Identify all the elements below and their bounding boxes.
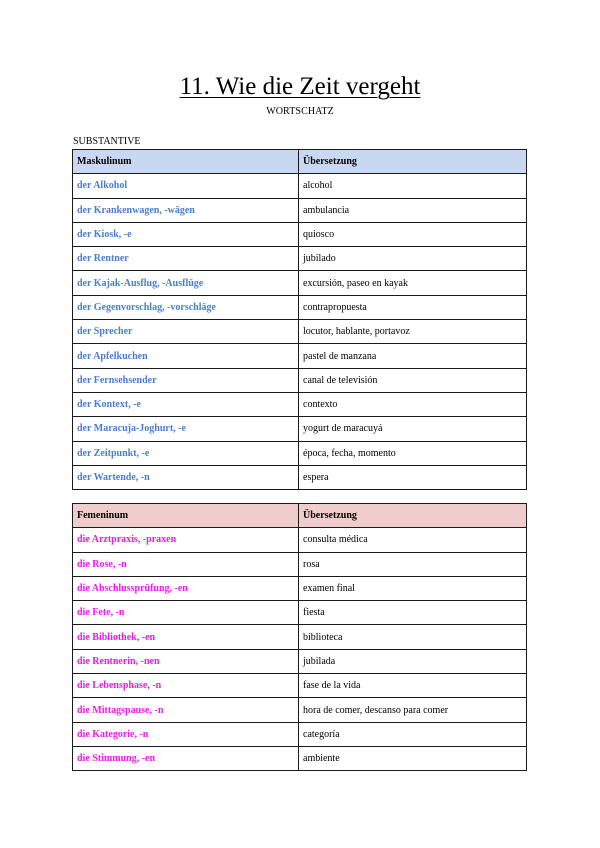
- table-row: [73, 368, 527, 392]
- table-row: [73, 552, 527, 576]
- german-noun: die Mittagspause, -n: [73, 698, 299, 722]
- table-row: [73, 698, 527, 722]
- spanish-translation: contexto: [299, 392, 527, 416]
- spanish-translation: época, fecha, momento: [299, 441, 527, 465]
- spanish-translation: locutor, hablante, portavoz: [299, 320, 527, 344]
- spanish-translation: espera: [299, 465, 527, 489]
- spanish-translation: contrapropuesta: [299, 295, 527, 319]
- german-noun: die Abschlussprüfung, -en: [73, 576, 299, 600]
- spanish-translation: examen final: [299, 576, 527, 600]
- column-header-german: Maskulinum: [73, 150, 299, 174]
- spanish-translation: excursión, paseo en kayak: [299, 271, 527, 295]
- german-noun: der Fernsehsender: [73, 368, 299, 392]
- spanish-translation: jubilado: [299, 247, 527, 271]
- column-header-translation: Übersetzung: [299, 150, 527, 174]
- table-row: [73, 295, 527, 319]
- spanish-translation: canal de televisión: [299, 368, 527, 392]
- spanish-translation: yogurt de maracuyá: [299, 417, 527, 441]
- german-noun: die Kategorie, -n: [73, 722, 299, 746]
- german-noun: der Apfelkuchen: [73, 344, 299, 368]
- table-row: [73, 320, 527, 344]
- german-noun: die Arztpraxis, -praxen: [73, 528, 299, 552]
- german-noun: der Alkohol: [73, 174, 299, 198]
- page-subtitle: WORTSCHATZ: [266, 106, 334, 117]
- masculine-table: [72, 149, 527, 490]
- column-header-german: Femeninum: [73, 504, 299, 528]
- german-noun: der Rentner: [73, 247, 299, 271]
- table-header-row: [73, 504, 527, 528]
- table-row: [73, 174, 527, 198]
- spanish-translation: ambulancia: [299, 198, 527, 222]
- table-row: [73, 722, 527, 746]
- german-noun: die Lebensphase, -n: [73, 674, 299, 698]
- spanish-translation: biblioteca: [299, 625, 527, 649]
- table-row: [73, 198, 527, 222]
- table-row: [73, 625, 527, 649]
- german-noun: die Fete, -n: [73, 601, 299, 625]
- table-row: [73, 271, 527, 295]
- spanish-translation: consulta médica: [299, 528, 527, 552]
- table-row: [73, 576, 527, 600]
- table-row: [73, 746, 527, 770]
- table-row: [73, 222, 527, 246]
- spanish-translation: rosa: [299, 552, 527, 576]
- column-header-translation: Übersetzung: [299, 504, 527, 528]
- spanish-translation: pastel de manzana: [299, 344, 527, 368]
- german-noun: der Wartende, -n: [73, 465, 299, 489]
- table-row: [73, 417, 527, 441]
- german-noun: die Stimmung, -en: [73, 746, 299, 770]
- section-label: SUBSTANTIVE: [73, 136, 141, 147]
- german-noun: die Bibliothek, -en: [73, 625, 299, 649]
- feminine-table: [72, 503, 527, 771]
- german-noun: der Kajak-Ausflug, -Ausflüge: [73, 271, 299, 295]
- spanish-translation: categoría: [299, 722, 527, 746]
- german-noun: der Sprecher: [73, 320, 299, 344]
- german-noun: der Zeitpunkt, -e: [73, 441, 299, 465]
- spanish-translation: hora de comer, descanso para comer: [299, 698, 527, 722]
- table-row: [73, 674, 527, 698]
- table-row: [73, 392, 527, 416]
- table-row: [73, 344, 527, 368]
- german-noun: der Kiosk, -e: [73, 222, 299, 246]
- table-row: [73, 649, 527, 673]
- table-row: [73, 528, 527, 552]
- spanish-translation: fase de la vida: [299, 674, 527, 698]
- table-row: [73, 441, 527, 465]
- german-noun: der Gegenvorschlag, -vorschläge: [73, 295, 299, 319]
- table-header-row: [73, 150, 527, 174]
- german-noun: der Kontext, -e: [73, 392, 299, 416]
- spanish-translation: fiesta: [299, 601, 527, 625]
- spanish-translation: jubilada: [299, 649, 527, 673]
- table-row: [73, 247, 527, 271]
- german-noun: der Krankenwagen, -wägen: [73, 198, 299, 222]
- table-row: [73, 601, 527, 625]
- german-noun: die Rose, -n: [73, 552, 299, 576]
- table-row: [73, 465, 527, 489]
- german-noun: die Rentnerin, -nen: [73, 649, 299, 673]
- spanish-translation: quiosco: [299, 222, 527, 246]
- spanish-translation: ambiente: [299, 746, 527, 770]
- german-noun: der Maracuja-Joghurt, -e: [73, 417, 299, 441]
- spanish-translation: alcohol: [299, 174, 527, 198]
- page-title: 11. Wie die Zeit vergeht: [179, 73, 421, 100]
